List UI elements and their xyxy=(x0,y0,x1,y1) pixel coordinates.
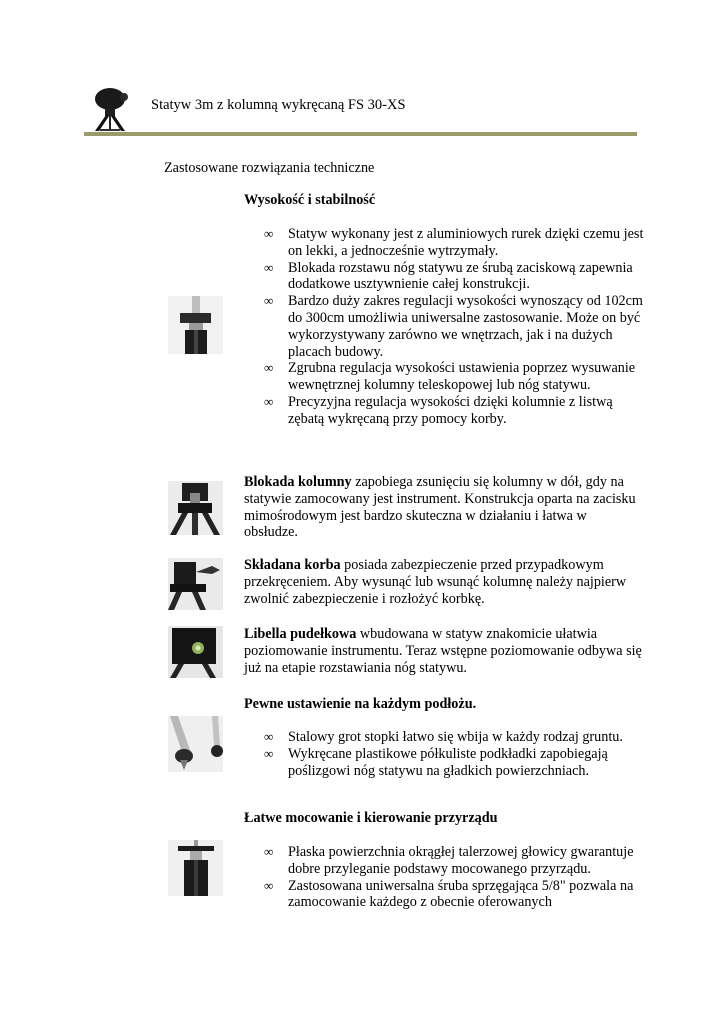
header-divider xyxy=(84,132,637,136)
list-item: ∞ Bardzo duży zakres regulacji wysokości wynoszący od 102cm do 300cm umożliwia uniwersalne zastosowanie. Może on być wykorzystywany zarówno we wnętrzach, jak i na dużych placach budowy. xyxy=(264,293,643,360)
section-label: Zastosowane rozwiązania techniczne xyxy=(164,160,375,176)
list-item: ∞ Płaska powierzchnia okrągłej talerzowej głowicy gwarantuje dobre przyleganie podstawy mocowanego przyrządu. xyxy=(264,844,634,877)
foot-photo-icon xyxy=(168,716,223,772)
crank-paragraph: Składana korba posiada zabezpieczenie przed przypadkowym przekręceniem. Aby wysunąć lub wsunąć kolumnę należy najpierw zwolnić zabezpieczenie i rozłożyć korbkę. xyxy=(244,557,627,607)
document-title: Statyw 3m z kolumną wykręcaną FS 30-XS xyxy=(151,97,406,113)
footing-heading: Pewne ustawienie na każdym podłożu. xyxy=(244,696,477,712)
list-item: ∞ Precyzyjna regulacja wysokości dzięki kolumnie z listwą zębatą wykręcaną przy pomocy korby. xyxy=(264,393,613,427)
list-item: ∞ Zgrubna regulacja wysokości ustawienia poprzez wysuwanie wewnętrznej kolumny teleskopowej lub nóg statywu. xyxy=(264,360,636,394)
level-photo-icon xyxy=(168,626,223,678)
list-item: ∞ Statyw wykonany jest z aluminiowych rurek dzięki czemu jest on lekki, a jednocześnie wytrzymały. xyxy=(264,226,644,259)
crank-photo-icon xyxy=(168,558,223,610)
level-paragraph: Libella pudełkowa wbudowana w statyw znakomicie ułatwia poziomowanie instrumentu. Teraz wstępne poziomowanie odbywa się już na etapie rozstawiania nóg statywu. xyxy=(244,626,642,676)
list-item: ∞ Wykręcane plastikowe półkuliste podkładki zapobiegają poślizgowi nóg statywu na gładkich powierzchniach. xyxy=(264,745,608,779)
column-lock-paragraph: Blokada kolumny zapobiega zsunięciu się kolumny w dół, gdy na statywie zamocowany jest instrument. Konstrukcja oparta na zacisku mimośrodowym jest bardzo skuteczna w działaniu i łatwa w obsłudze. xyxy=(244,474,636,541)
list-item: ∞ Zastosowana uniwersalna śruba sprzęgająca 5/8" pozwala na zamocowanie każdego z obecnie oferowanych xyxy=(264,877,634,911)
head-photo-icon xyxy=(168,840,223,896)
height-stability-heading: Wysokość i stabilność xyxy=(244,192,376,208)
mounting-list xyxy=(244,844,644,911)
column-lock-photo-icon xyxy=(168,481,223,535)
height-stability-list xyxy=(244,226,644,428)
footing-list xyxy=(244,729,644,779)
list-item: ∞ Stalowy grot stopki łatwo się wbija w każdy rodzaj gruntu. xyxy=(264,729,623,745)
list-item: ∞ Blokada rozstawu nóg statywu ze śrubą zaciskową zapewnia dodatkowe usztywnienie całej konstrukcji. xyxy=(264,259,633,293)
tripod-logo-icon xyxy=(86,86,136,132)
column-photo-icon xyxy=(168,296,223,354)
mounting-heading: Łatwe mocowanie i kierowanie przyrządu xyxy=(244,810,498,826)
